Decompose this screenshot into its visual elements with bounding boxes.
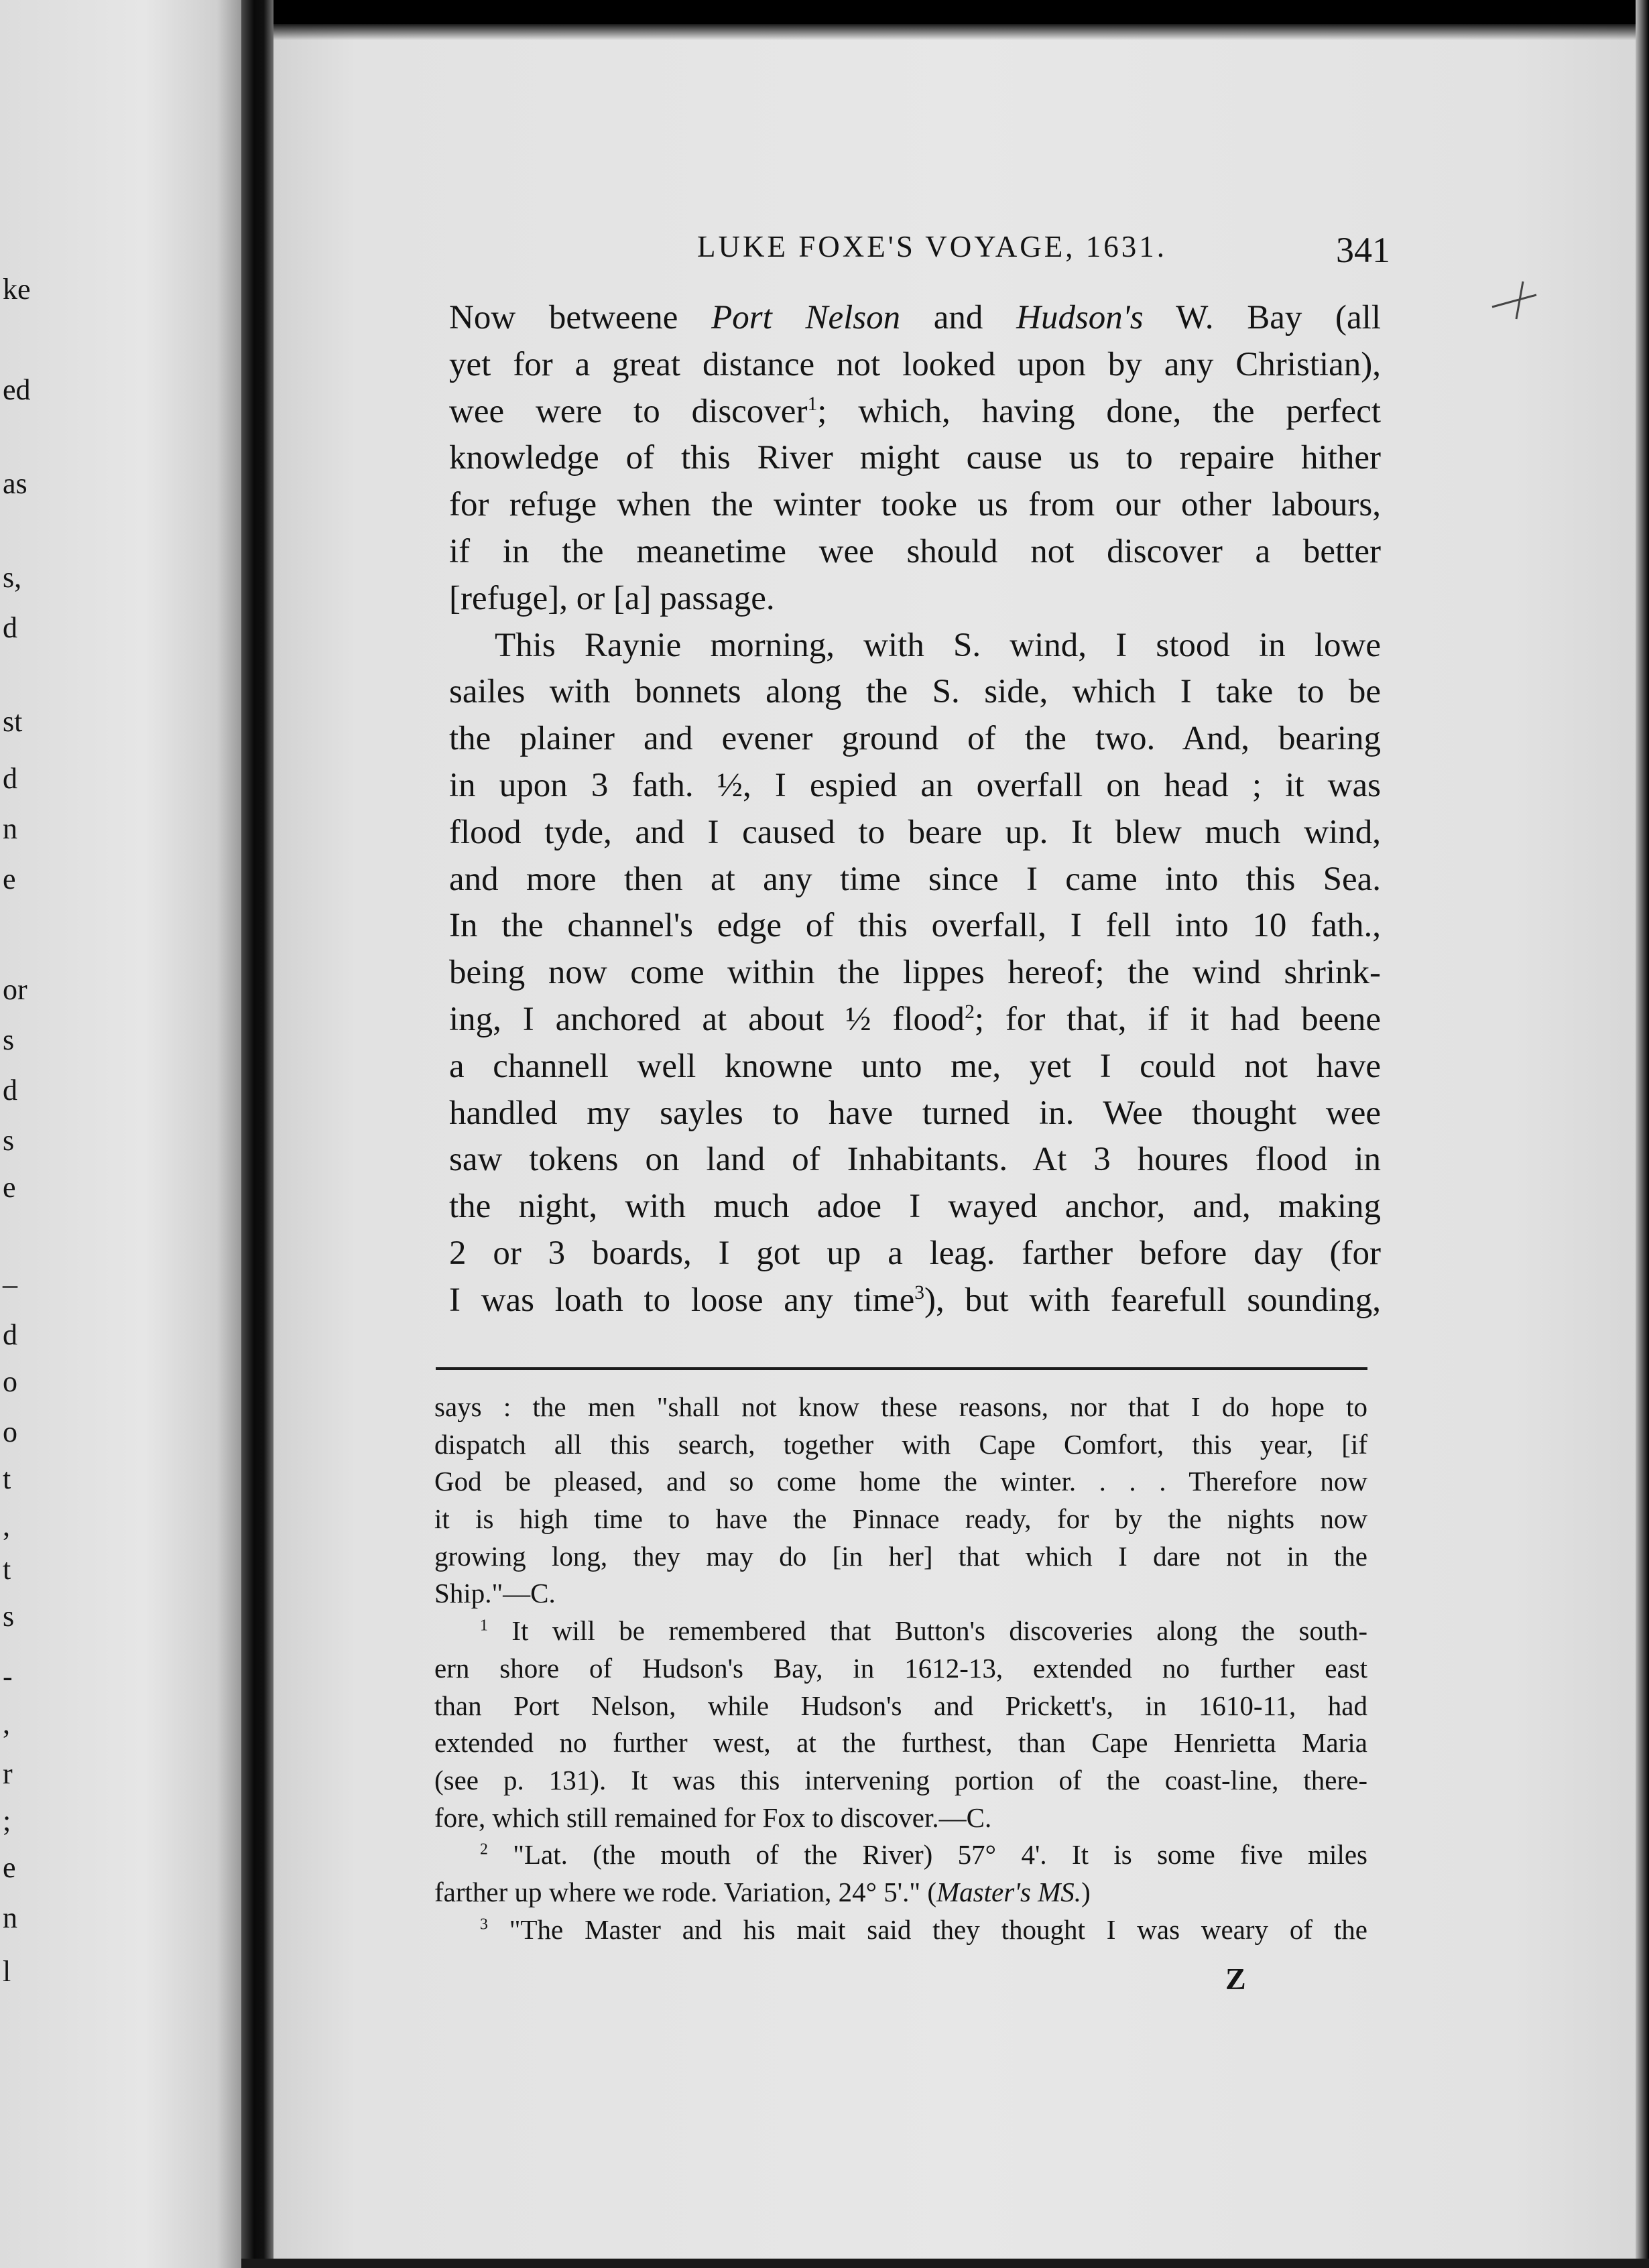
text-run: God be pleased, and so come home the winter. . . . Therefore now (434, 1466, 1367, 1497)
footnote-line (434, 1724, 1367, 1762)
body-line (449, 623, 1381, 670)
text-run: In the channel's edge of this overfall, I fell into 10 fath., (449, 907, 1381, 945)
body-line (449, 763, 1381, 810)
facing-page-fragment: s (3, 1600, 15, 1633)
text-run: for refuge when the winter tooke us from our other labours, (449, 486, 1381, 524)
text-run: ), but with fearefull sounding, (924, 1281, 1381, 1319)
facing-page-fragment: st (3, 705, 23, 738)
footnote-marker: 3 (480, 1915, 488, 1933)
facing-page-fragment: - (3, 1660, 13, 1693)
footnote-marker: 1 (480, 1617, 488, 1635)
footnotes (434, 1389, 1367, 1948)
body-line (449, 997, 1381, 1044)
body-line (449, 903, 1381, 950)
text-run: being now come within the lippes hereof; the wind shrink- (449, 954, 1381, 992)
facing-page-fragment: t (3, 1553, 11, 1586)
footnote-line (434, 1613, 1367, 1650)
text-run: growing long, they may do [in her] that which I dare not in the (434, 1540, 1367, 1572)
facing-page-fragment: d (3, 611, 17, 644)
text-run: ing, I anchored at about ½ flood (449, 1000, 965, 1038)
footnote-line (434, 1762, 1367, 1800)
facing-page-fragment: t (3, 1462, 11, 1495)
text-run: a channell well knowne unto me, yet I could not have (449, 1047, 1381, 1085)
text-run: Now betweene (449, 299, 712, 336)
facing-page-fragment: ; (3, 1804, 11, 1837)
text-run: wee were to discover (449, 392, 808, 430)
text-run: the plainer and evener ground of the two. And, bearing (449, 720, 1381, 758)
body-line (449, 1090, 1381, 1137)
footnote-line (434, 1688, 1367, 1725)
text-run: ; which, having done, the perfect (817, 392, 1381, 430)
body-line (449, 295, 1381, 342)
footnote-line (434, 1501, 1367, 1538)
footnote-line (434, 1836, 1367, 1874)
body-line (449, 669, 1381, 716)
text-run: fore, which still remained for Fox to discover.—C. (434, 1802, 992, 1833)
right-scan-edge (1636, 0, 1649, 2268)
body-line (449, 1231, 1381, 1277)
facing-page-fragment: o (3, 1415, 17, 1448)
text-run: says : the men "shall not know these reasons, nor that I do hope to (434, 1391, 1367, 1422)
text-run: It will be remembered that Button's discoveries along the south- (487, 1615, 1367, 1647)
facing-page-fragment: e (3, 1171, 16, 1204)
text-run: "The Master and his mait said they thought I was weary of the (487, 1913, 1367, 1945)
text-run: if in the meanetime wee should not discover a better (449, 532, 1381, 570)
text-run: knowledge of this River might cause us to repaire hither (449, 439, 1381, 477)
text-run: This Raynie morning, with S. wind, I stood in lowe (495, 626, 1381, 664)
text-run: Ship."—C. (434, 1578, 556, 1609)
text-run: ) (1081, 1876, 1091, 1907)
text-run: extended no further west, at the furthest, than Cape Henrietta Maria (434, 1727, 1367, 1759)
footnote-rule (436, 1367, 1367, 1370)
text-run: and (900, 299, 1017, 336)
facing-page-fragment: s (3, 1124, 15, 1157)
facing-page-fragment: e (3, 1851, 16, 1884)
footnote-line (434, 1463, 1367, 1501)
body-line (449, 810, 1381, 857)
footnote-marker: 2 (965, 1001, 975, 1023)
body-line (449, 1044, 1381, 1090)
facing-page-fragment: n (3, 812, 17, 845)
body-line (449, 857, 1381, 903)
text-run: dispatch all this search, together with Cape Comfort, this year, [if (434, 1428, 1367, 1460)
bottom-scan-edge (241, 2259, 1649, 2268)
text-run: ; for that, if it had beene (974, 1000, 1381, 1038)
top-scan-shadow (273, 0, 1649, 40)
text-run: saw tokens on land of Inhabitants. At 3 houres flood in (449, 1141, 1381, 1179)
body-line (449, 342, 1381, 389)
footnote-marker: 1 (807, 393, 818, 415)
text-run: [refuge], or [a] passage. (449, 579, 775, 617)
main-text (449, 295, 1381, 1324)
facing-page-fragment: n (3, 1901, 17, 1934)
text-run: (see p. 131). It was this intervening portion of the coast-line, there- (434, 1764, 1367, 1796)
facing-page-fragment: ke (3, 273, 31, 306)
facing-page-fragment: e (3, 863, 16, 895)
text-run: sailes with bonnets along the S. side, which I take to be (449, 673, 1381, 711)
facing-page-fragment: l (3, 1955, 11, 1988)
text-run: farther up where we rode. Variation, 24° 5'." ( (434, 1876, 937, 1907)
text-run: I was loath to loose any time (449, 1281, 915, 1319)
text-run: yet for a great distance not looked upon by any Christian), (449, 345, 1381, 383)
facing-page-fragment: – (3, 1268, 17, 1301)
italic-text: Master's MS. (936, 1876, 1082, 1907)
italic-text: Port Nelson (711, 299, 901, 336)
italic-text: Hudson's (1016, 299, 1144, 336)
facing-page-fragment: ed (3, 373, 31, 406)
text-run: "Lat. (the mouth of the River) 57° 4'. It is some five miles (487, 1839, 1367, 1871)
text-run: 2 or 3 boards, I got up a leag. farther before day (for (449, 1234, 1381, 1272)
text-run: it is high time to have the Pinnace ready, for by the nights now (434, 1503, 1367, 1535)
footnote-line (434, 1874, 1367, 1911)
facing-page-fragment: s (3, 1023, 15, 1056)
text-run: and more then at any time since I came into this Sea. (449, 860, 1381, 898)
text-run: handled my sayles to have turned in. Wee thought wee (449, 1094, 1381, 1132)
facing-page-fragment: or (3, 973, 27, 1006)
facing-page-fragment: r (3, 1757, 13, 1790)
footnote-line (434, 1389, 1367, 1426)
facing-page-fragment: d (3, 1074, 17, 1107)
body-line (449, 950, 1381, 997)
footnote-line (434, 1800, 1367, 1837)
facing-page-fragment: , (3, 1509, 10, 1542)
text-run: than Port Nelson, while Hudson's and Prickett's, in 1610-11, had (434, 1690, 1367, 1721)
body-line (449, 1277, 1381, 1324)
body-line (449, 1137, 1381, 1184)
facing-page-fragment: s, (3, 561, 22, 594)
footnote-line (434, 1911, 1367, 1949)
text-run: W. Bay (all (1143, 299, 1381, 336)
book-gutter (241, 0, 273, 2268)
text-run: the night, with much adoe I wayed anchor, and, making (449, 1188, 1381, 1226)
body-line (449, 716, 1381, 763)
facing-page-edge (0, 0, 241, 2268)
facing-page-fragment: o (3, 1365, 17, 1398)
pencil-mark-icon (1489, 280, 1539, 320)
body-line (449, 1184, 1381, 1231)
text-run: ern shore of Hudson's Bay, in 1612-13, extended no further east (434, 1652, 1367, 1684)
body-line (449, 435, 1381, 482)
page-number: 341 (1336, 230, 1390, 270)
footnote-line (434, 1575, 1367, 1613)
footnote-marker: 3 (914, 1281, 925, 1304)
signature-mark: Z (1225, 1962, 1246, 1996)
body-line (449, 482, 1381, 529)
footnote-line (434, 1650, 1367, 1688)
footnote-line (434, 1426, 1367, 1464)
text-run: in upon 3 fath. ½, I espied an overfall on head ; it was (449, 766, 1381, 804)
body-line (449, 576, 1381, 623)
text-run: flood tyde, and I caused to beare up. It blew much wind, (449, 813, 1381, 851)
facing-page-fragment: d (3, 1318, 17, 1351)
facing-page-fragment: , (3, 1707, 10, 1740)
body-line (449, 529, 1381, 576)
footnote-marker: 2 (480, 1840, 488, 1858)
running-title: LUKE FOXE'S VOYAGE, 1631. (697, 230, 1168, 263)
facing-page-fragment: as (3, 467, 27, 500)
body-line (449, 389, 1381, 436)
facing-page-fragment: d (3, 762, 17, 795)
footnote-line (434, 1538, 1367, 1576)
